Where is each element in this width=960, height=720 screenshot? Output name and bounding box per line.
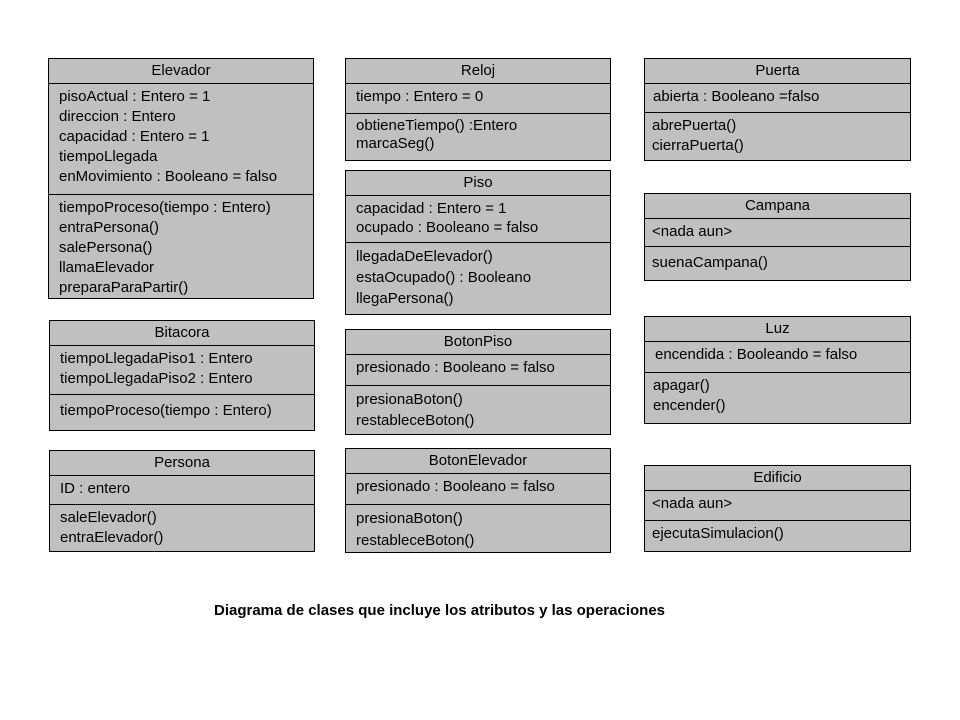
operation-line: entraPersona() [59, 219, 160, 236]
attributes-section-campana [645, 219, 910, 247]
operation-line: suenaCampana() [652, 254, 768, 271]
operation-line: preparaParaPartir() [59, 279, 189, 296]
attributes-section-persona [50, 476, 314, 505]
class-box-bitacora [49, 320, 315, 431]
class-box-persona [49, 450, 315, 552]
operations-section-bitacora [50, 395, 314, 421]
class-box-puerta [644, 58, 911, 161]
operation-line: llamaElevador [59, 259, 155, 276]
attribute-line: tiempoLlegadaPiso2 : Entero [60, 370, 253, 387]
class-name-bitacora: Bitacora [50, 321, 314, 346]
operations-section-elevador [49, 195, 313, 298]
operation-line: salePersona() [59, 239, 153, 256]
operation-line: apagar() [653, 377, 710, 394]
operations-section-reloj [346, 114, 610, 153]
operations-section-persona [50, 505, 314, 548]
attribute-line: tiempoLlegadaPiso1 : Entero [60, 350, 253, 367]
operation-line: cierraPuerta() [652, 137, 744, 154]
class-box-elevador [48, 58, 314, 299]
class-name-persona: Persona [50, 451, 314, 476]
attribute-line: encendida : Booleando = falso [655, 346, 858, 363]
operations-section-boton-elevador [346, 505, 610, 552]
class-name-edificio: Edificio [645, 466, 910, 491]
class-box-boton-piso [345, 329, 611, 435]
class-name-campana: Campana [645, 194, 910, 219]
operation-line: abrePuerta() [652, 117, 737, 134]
attribute-line: abierta : Booleano =falso [653, 88, 820, 105]
attribute-line: <nada aun> [652, 495, 733, 512]
class-name-elevador: Elevador [49, 59, 313, 84]
operations-section-luz [645, 373, 910, 416]
operations-section-campana [645, 247, 910, 273]
operations-section-boton-piso [346, 386, 610, 431]
attributes-section-reloj [346, 84, 610, 114]
class-name-puerta: Puerta [645, 59, 910, 84]
operation-line: marcaSeg() [356, 135, 435, 152]
operation-line: encender() [653, 397, 726, 414]
attribute-line: ocupado : Booleano = falso [356, 219, 539, 236]
class-name-luz: Luz [645, 317, 910, 342]
attributes-section-boton-piso [346, 355, 610, 386]
operations-section-piso [346, 243, 610, 309]
attribute-line: tiempoLlegada [59, 148, 158, 165]
class-box-piso [345, 170, 611, 315]
operation-line: presionaBoton() [356, 391, 463, 408]
attribute-line: tiempo : Entero = 0 [356, 88, 484, 105]
attributes-section-piso [346, 196, 610, 243]
attributes-section-edificio [645, 491, 910, 521]
operation-line: presionaBoton() [356, 510, 463, 527]
attribute-line: <nada aun> [652, 223, 733, 240]
attribute-line: capacidad : Entero = 1 [356, 200, 507, 217]
operation-line: saleElevador() [60, 509, 157, 526]
attributes-section-boton-elevador [346, 474, 610, 505]
class-box-edificio [644, 465, 911, 552]
diagram-caption: Diagrama de clases que incluye los atributos y las operaciones [214, 602, 666, 619]
operation-line: ejecutaSimulacion() [652, 525, 784, 542]
class-name-boton-piso: BotonPiso [346, 330, 610, 355]
operations-section-puerta [645, 113, 910, 156]
operation-line: entraElevador() [60, 529, 164, 546]
class-name-reloj: Reloj [346, 59, 610, 84]
class-box-campana [644, 193, 911, 281]
attribute-line: pisoActual : Entero = 1 [59, 88, 211, 105]
operation-line: tiempoProceso(tiempo : Entero) [60, 402, 272, 419]
attributes-section-luz [645, 342, 910, 373]
attributes-section-elevador [49, 84, 313, 195]
class-name-piso: Piso [346, 171, 610, 196]
class-name-boton-elevador: BotonElevador [346, 449, 610, 474]
attributes-section-bitacora [50, 346, 314, 395]
operation-line: tiempoProceso(tiempo : Entero) [59, 199, 271, 216]
class-box-luz [644, 316, 911, 424]
attributes-section-puerta [645, 84, 910, 113]
attribute-line: ID : entero [60, 480, 131, 497]
operation-line: llegadaDeElevador() [356, 248, 493, 265]
operation-line: estaOcupado() : Booleano [356, 269, 532, 286]
operation-line: restableceBoton() [356, 412, 475, 429]
attribute-line: enMovimiento : Booleano = falso [59, 168, 278, 185]
operation-line: obtieneTiempo() :Entero [356, 117, 518, 134]
attribute-line: presionado : Booleano = falso [356, 359, 555, 376]
operations-section-edificio [645, 521, 910, 544]
class-box-boton-elevador [345, 448, 611, 553]
operation-line: llegaPersona() [356, 290, 454, 307]
attribute-line: presionado : Booleano = falso [356, 478, 555, 495]
class-box-reloj [345, 58, 611, 161]
attribute-line: direccion : Entero [59, 108, 176, 125]
attribute-line: capacidad : Entero = 1 [59, 128, 210, 145]
operation-line: restableceBoton() [356, 532, 475, 549]
